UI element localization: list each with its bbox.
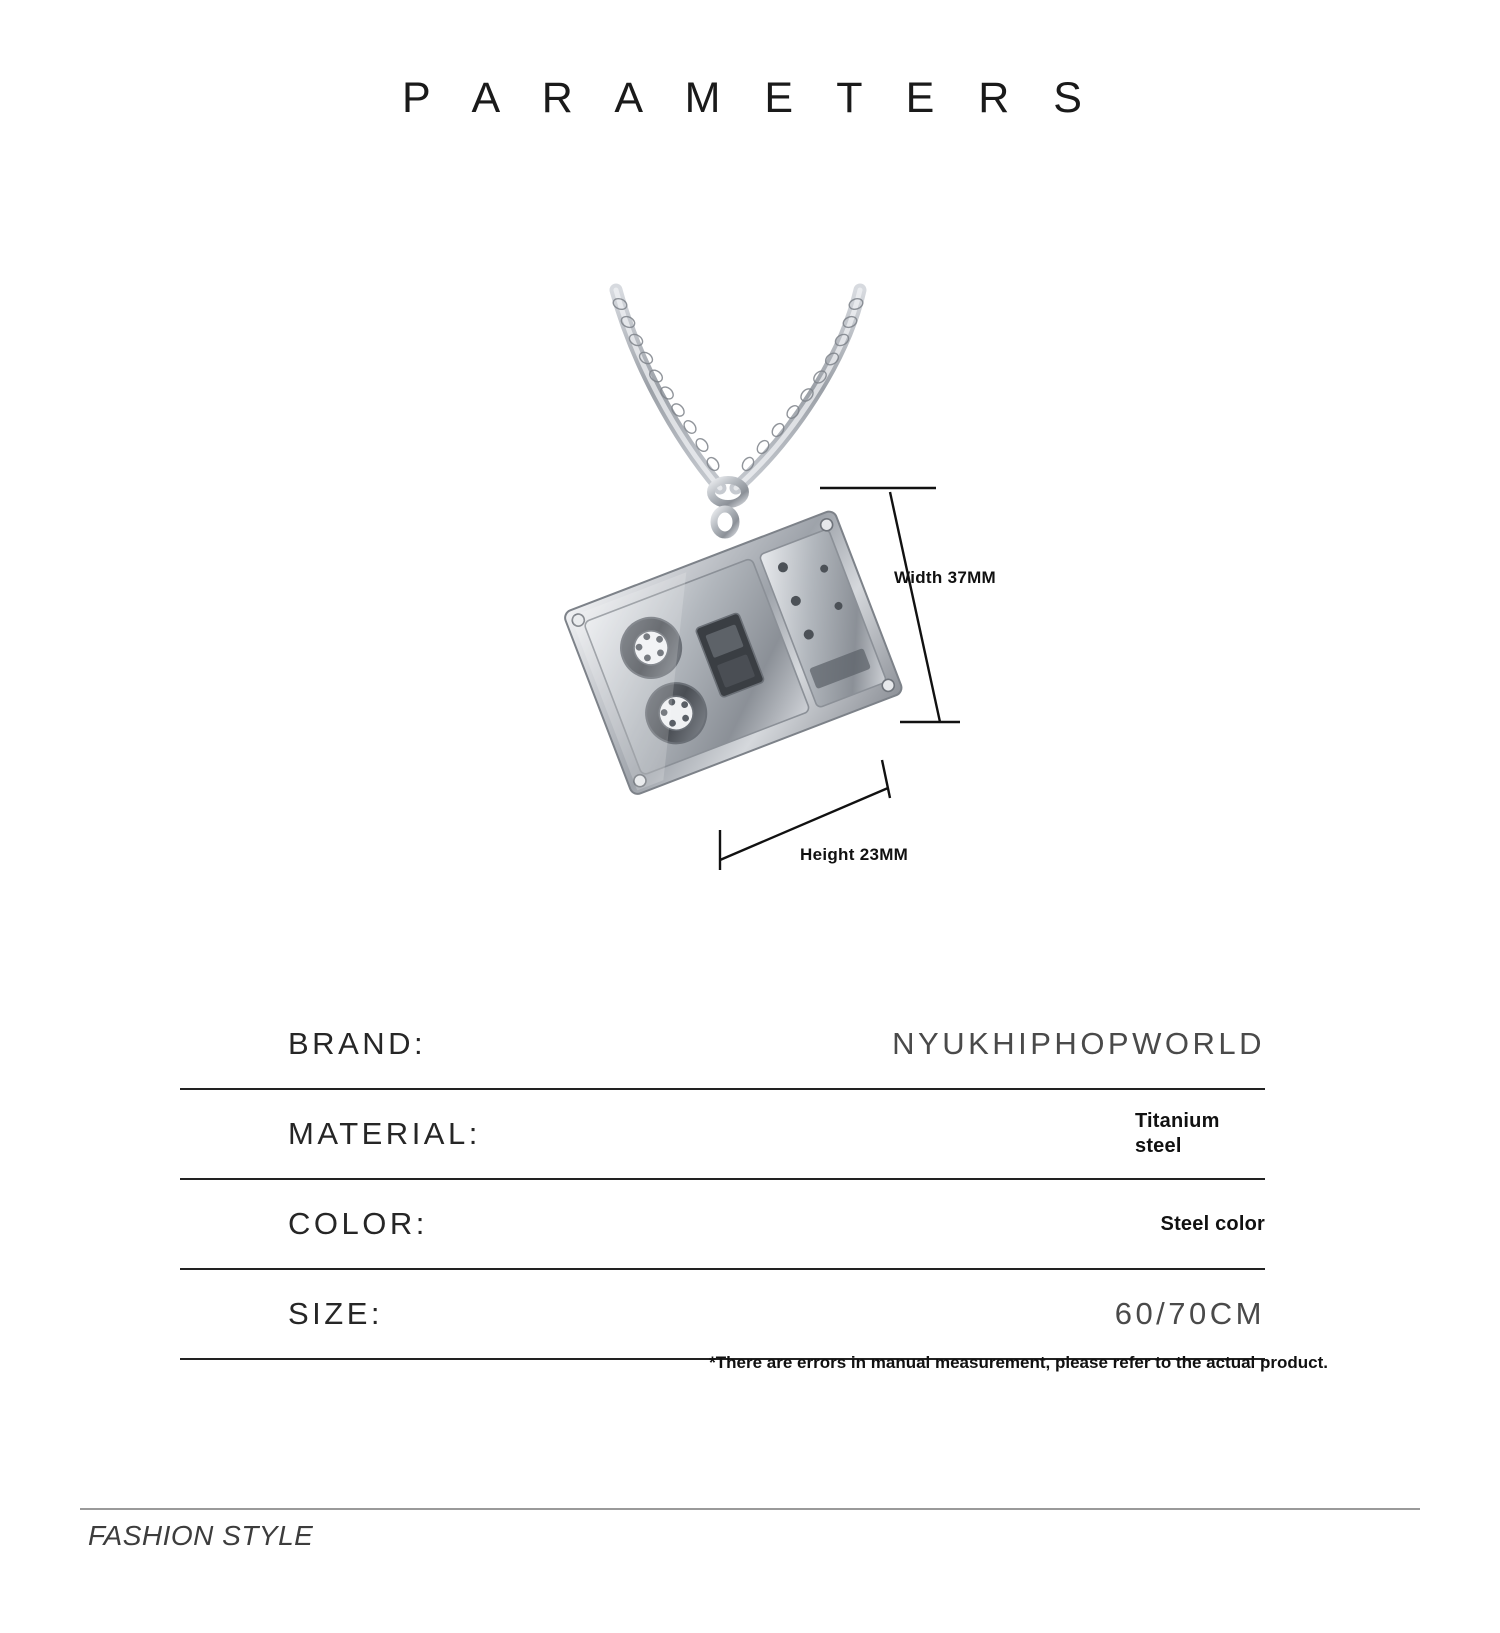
footer-label: FASHION STYLE — [88, 1520, 314, 1551]
width-dimension-label: Width 37MM — [894, 568, 997, 587]
specifications-table — [180, 1000, 1265, 1360]
height-dimension-label: Height 23MM — [800, 845, 909, 864]
spec-row-color — [180, 1180, 1265, 1270]
spec-row-size — [180, 1270, 1265, 1360]
chain — [616, 290, 860, 488]
page-title: P A R A M E T E R S — [402, 74, 1098, 122]
cassette-pendant — [563, 509, 904, 796]
spec-value-material: Titanium steel — [1135, 1110, 1220, 1157]
spec-label-brand: BRAND: — [288, 1026, 427, 1061]
spec-label-material: MATERIAL: — [288, 1116, 481, 1151]
footer-divider — [80, 1508, 1420, 1510]
product-image-area — [0, 260, 1500, 900]
spec-value-color: Steel color — [1160, 1212, 1265, 1235]
spec-value-brand: NYUKHIPHOPWORLD — [892, 1026, 1265, 1061]
spec-row-brand — [180, 1000, 1265, 1090]
bail — [711, 480, 745, 535]
spec-value-size: 60/70CM — [1114, 1296, 1265, 1331]
spec-row-material — [180, 1090, 1265, 1180]
measurement-disclaimer: *There are errors in manual measurement, please refer to the actual product. — [709, 1353, 1328, 1372]
spec-label-size: SIZE: — [288, 1296, 384, 1331]
spec-label-color: COLOR: — [288, 1206, 428, 1241]
